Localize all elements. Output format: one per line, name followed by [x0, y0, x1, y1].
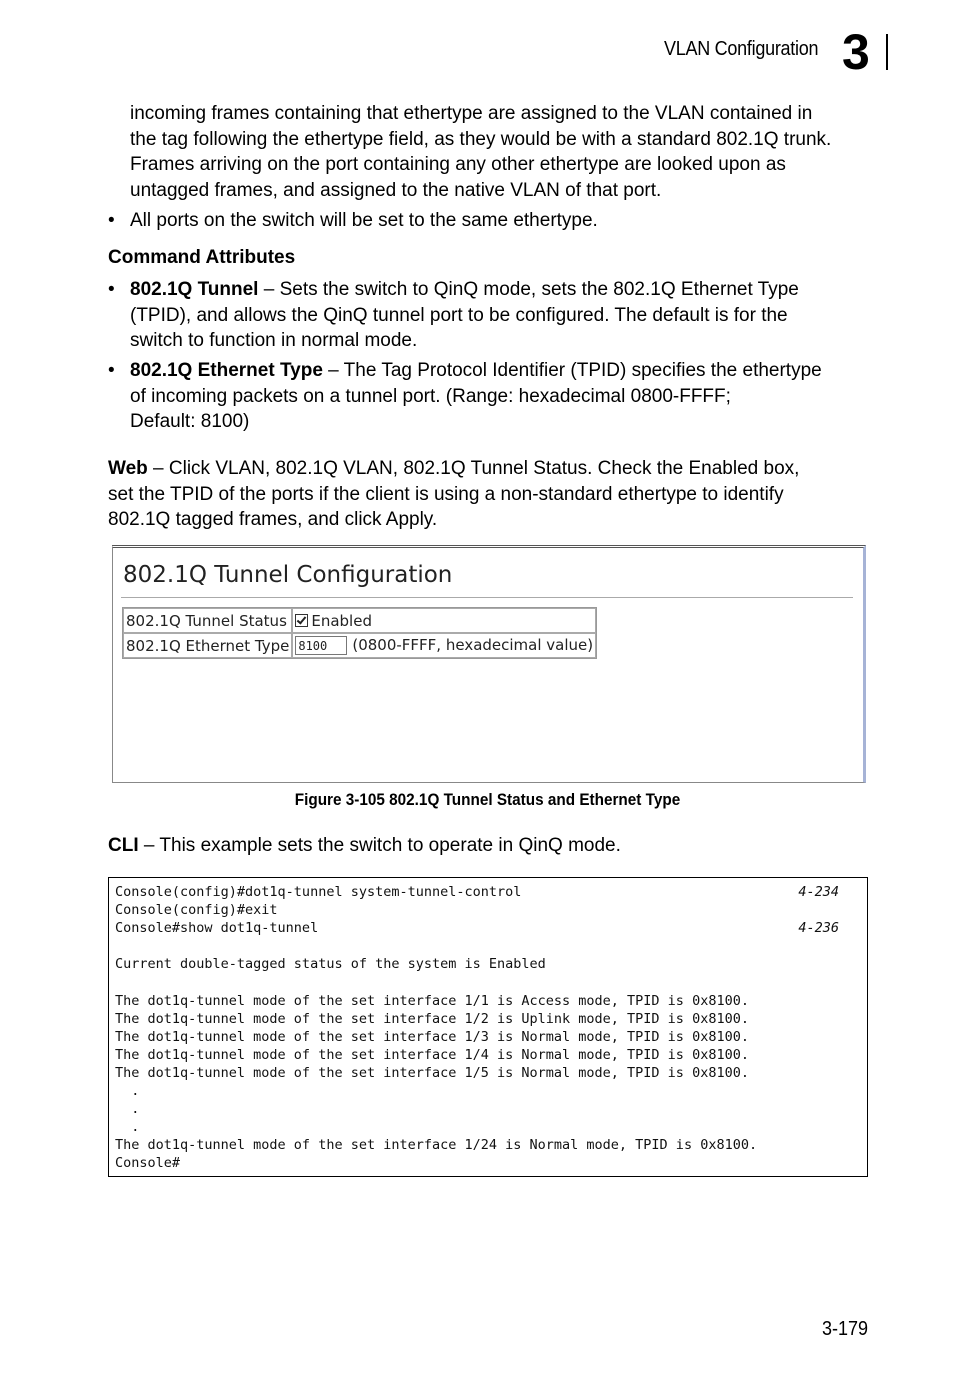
web-paragraph: [108, 456, 878, 533]
code-line: [115, 973, 855, 991]
attribute-tunnel: [130, 277, 875, 354]
enabled-checkbox-label: Enabled: [311, 611, 372, 630]
code-text: Console#: [115, 1155, 181, 1172]
intro-line: the tag following the ethertype field, as they would be with a standard 802.1Q trunk.: [130, 128, 832, 150]
code-line: [115, 1028, 855, 1046]
figure-page-title: 802.1Q Tunnel Configuration: [123, 562, 453, 588]
code-text: .: [115, 1083, 140, 1100]
code-line: [115, 1046, 855, 1064]
code-line: [115, 1118, 855, 1136]
page-number: 3-179: [822, 1318, 869, 1340]
web-line: set the TPID of the ports if the client is using a non-standard ethertype to identify: [108, 483, 784, 505]
bullet-marker: •: [108, 279, 115, 300]
running-header-title: VLAN Configuration: [664, 38, 819, 60]
attribute-desc: (TPID), and allows the QinQ tunnel port to be configured. The default is for the: [130, 304, 788, 326]
tpid-hint: (0800-FFFF, hexadecimal value): [352, 636, 594, 654]
web-line: – Click VLAN, 802.1Q VLAN, 802.1Q Tunnel Status. Check the Enabled box,: [147, 458, 800, 479]
code-line: [115, 1154, 855, 1172]
attribute-desc: – Sets the switch to QinQ mode, sets the 802.1Q Ethernet Type: [258, 279, 799, 300]
attribute-desc: Default: 8100): [130, 411, 250, 432]
code-line: [115, 1010, 855, 1028]
code-line: [115, 919, 855, 937]
code-line: [115, 937, 855, 955]
command-reference: 4-236: [798, 920, 839, 937]
code-text: The dot1q-tunnel mode of the set interface 1/5 is Normal mode, TPID is 0x8100.: [115, 1064, 749, 1081]
enabled-checkbox[interactable]: [295, 614, 308, 627]
intro-line: incoming frames containing that ethertype are assigned to the VLAN contained in: [130, 103, 813, 124]
intro-paragraph: [130, 101, 875, 203]
cli-paragraph: [108, 833, 878, 859]
tunnel-config-screenshot: [112, 545, 866, 783]
attribute-ethernet-type: [130, 358, 875, 435]
code-line: [115, 955, 855, 973]
code-text: Console(config)#exit: [115, 902, 278, 919]
attribute-desc: – The Tag Protocol Identifier (TPID) specifies the ethertype: [322, 360, 822, 381]
code-text: Current double-tagged status of the system is Enabled: [115, 956, 546, 973]
code-line: [115, 883, 855, 901]
code-line: [115, 992, 855, 1010]
cli-code-block: [108, 877, 868, 1177]
code-line: [115, 1064, 855, 1082]
code-text: The dot1q-tunnel mode of the set interface 1/24 is Normal mode, TPID is 0x8100.: [115, 1137, 758, 1154]
code-line: [115, 1100, 855, 1118]
table-row: [123, 633, 596, 658]
attribute-desc: of incoming packets on a tunnel port. (Range: hexadecimal 0800-FFFF;: [130, 385, 731, 407]
tunnel-status-cell: [292, 608, 596, 633]
tunnel-status-label: 802.1Q Tunnel Status: [123, 608, 292, 633]
tunnel-config-table: [122, 607, 597, 659]
table-row: [123, 608, 596, 633]
ethernet-type-cell: [292, 633, 596, 658]
figure-caption: Figure 3-105 802.1Q Tunnel Status and Ethernet Type: [294, 790, 681, 809]
cli-text: – This example sets the switch to operate in QinQ mode.: [138, 835, 621, 856]
command-attributes-heading: Command Attributes: [108, 247, 296, 268]
intro-line: untagged frames, and assigned to the native VLAN of that port.: [130, 179, 662, 201]
code-text: .: [115, 1119, 140, 1136]
code-line: [115, 901, 855, 919]
web-line: 802.1Q tagged frames, and click Apply.: [108, 509, 438, 530]
code-line: [115, 1136, 855, 1154]
attribute-name: 802.1Q Ethernet Type: [130, 360, 323, 381]
header-divider: [886, 34, 888, 70]
code-lines: [115, 883, 855, 1173]
bullet-marker: •: [108, 210, 115, 231]
code-text: The dot1q-tunnel mode of the set interface 1/4 is Normal mode, TPID is 0x8100.: [115, 1046, 749, 1063]
command-reference: 4-234: [798, 884, 839, 900]
bullet-marker: •: [108, 360, 115, 381]
attribute-desc: switch to function in normal mode.: [130, 330, 418, 351]
attribute-name: 802.1Q Tunnel: [130, 279, 259, 300]
ports-bullet-text: All ports on the switch will be set to the same ethertype.: [130, 210, 598, 231]
code-line: [115, 1082, 855, 1100]
code-text: The dot1q-tunnel mode of the set interface 1/1 is Access mode, TPID is 0x8100.: [115, 992, 749, 1009]
code-text: The dot1q-tunnel mode of the set interface 1/3 is Normal mode, TPID is 0x8100.: [115, 1028, 749, 1045]
code-text: Console(config)#dot1q-tunnel system-tunnel-control: [115, 884, 522, 900]
cli-label: CLI: [108, 835, 139, 856]
ethernet-type-label: 802.1Q Ethernet Type: [123, 633, 292, 658]
code-text: The dot1q-tunnel mode of the set interface 1/2 is Uplink mode, TPID is 0x8100.: [115, 1010, 749, 1027]
code-text: .: [115, 1101, 140, 1118]
chapter-number: 3: [842, 24, 870, 80]
figure-title-divider: [121, 597, 853, 598]
intro-line: Frames arriving on the port containing any other ethertype are looked upon as: [130, 154, 786, 175]
web-label: Web: [108, 458, 148, 479]
code-text: Console#show dot1q-tunnel: [115, 920, 319, 937]
tpid-input[interactable]: 8100: [295, 636, 347, 655]
